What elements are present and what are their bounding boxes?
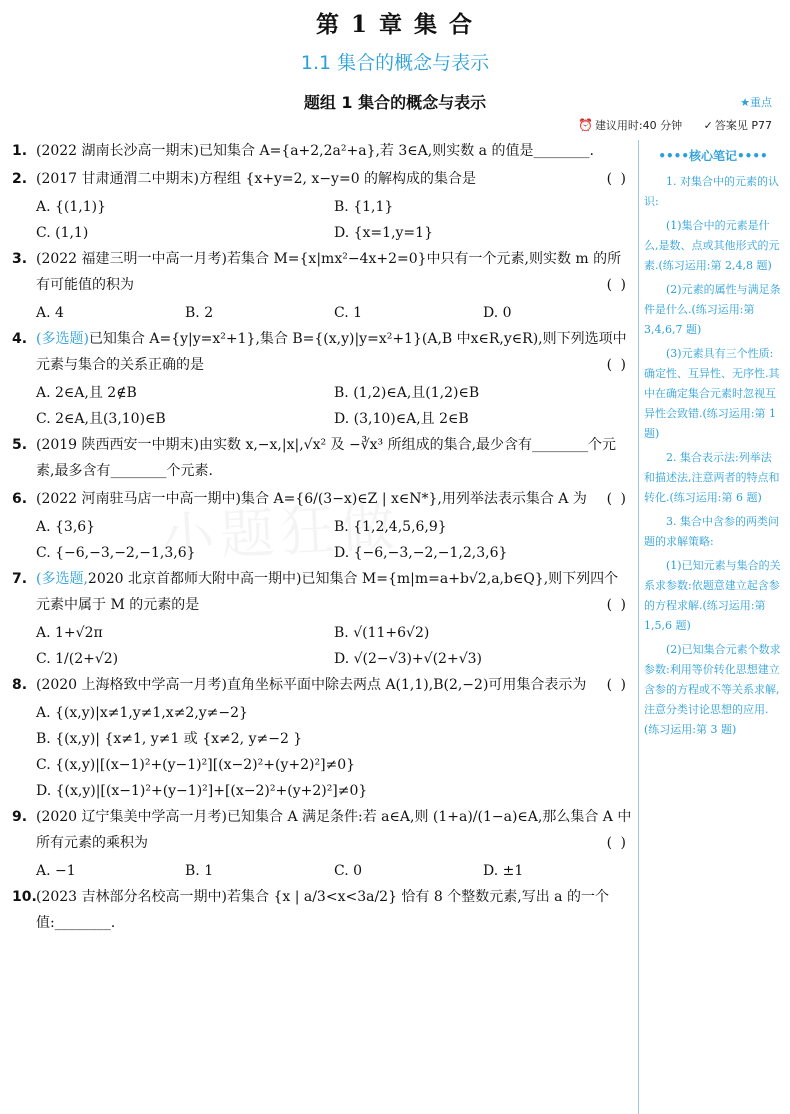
option-a: A. {(1,1)} xyxy=(36,199,107,215)
option-b: B. 1 xyxy=(185,863,214,879)
options-6 xyxy=(12,514,632,566)
question-6 xyxy=(12,486,632,512)
option-d: D. {x=1,y=1} xyxy=(334,225,433,241)
question-number: 6. xyxy=(12,491,28,507)
question-1 xyxy=(12,138,632,164)
note-paragraph: (2)已知集合元素个数求参数:利用等价转化思想建立含参的方程或不等关系求解,注意分类讨论思想的应用.(练习运用:第 3 题) xyxy=(644,643,781,736)
question-text: (2017 甘肃通渭二中期末)方程组 {x+y=2, x−y=0 的解构成的集合是 xyxy=(36,171,477,187)
group-title: 题组 1 集合的概念与表示 xyxy=(303,93,487,112)
sidebar-title: ••••核心笔记•••• xyxy=(658,149,768,163)
option-a: A. {3,6} xyxy=(36,519,96,535)
question-text: (2020 辽宁集美中学高一月考)已知集合 A 满足条件:若 a∈A,则 (1+a)/(1−a)∈A,那么集合 A 中所有元素的乘积为 xyxy=(36,809,632,851)
note-paragraph: 1. 对集合中的元素的认识: xyxy=(644,175,779,208)
options-2 xyxy=(12,194,632,246)
options-7 xyxy=(12,620,632,672)
note-paragraph: (3)元素具有三个性质:确定性、互异性、无序性.其中在确定集合元素时忽视互异性会致错.(练习运用:第 1 题) xyxy=(644,347,780,440)
options-4 xyxy=(12,380,632,432)
option-d: D. (3,10)∈A,且 2∈B xyxy=(334,411,469,427)
question-9 xyxy=(12,804,632,856)
question-2 xyxy=(12,166,632,192)
option-a: A. 4 xyxy=(36,305,64,321)
option-d: D. 0 xyxy=(483,305,512,321)
question-number: 5. xyxy=(12,437,28,453)
answer-bracket: ( ) xyxy=(606,277,628,293)
answer-bracket: ( ) xyxy=(606,597,628,613)
question-number: 1. xyxy=(12,143,28,159)
note-paragraph: 2. 集合表示法:列举法和描述法,注意两者的特点和转化.(练习运用:第 6 题) xyxy=(644,451,780,504)
option-c: C. 1 xyxy=(334,305,363,321)
question-text: (2022 湖南长沙高一期末)已知集合 A={a+2,2a²+a},若 3∈A,则实数 a 的值是________. xyxy=(36,143,594,159)
option-d: D. {(x,y)|[(x−1)²+(y−1)²]+[(x−2)²+(y+2)²]≠0} xyxy=(36,783,368,799)
option-a: A. {(x,y)|x≠1,y≠1,x≠2,y≠−2} xyxy=(36,705,248,721)
option-d: D. {−6,−3,−2,−1,2,3,6} xyxy=(334,545,508,561)
section-title: 1.1 集合的概念与表示 xyxy=(300,52,490,74)
key-tag: ★重点 xyxy=(740,96,772,109)
question-3 xyxy=(12,246,632,298)
answer-ref: 答案见 P77 xyxy=(714,119,772,132)
answer-bracket: ( ) xyxy=(606,171,628,187)
options-8 xyxy=(12,700,632,804)
option-c: C. 1/(2+√2) xyxy=(36,651,119,667)
option-b: B. {(x,y)| {x≠1, y≠1 或 {x≠2, y≠−2 } xyxy=(36,731,303,747)
option-d: D. √(2−√3)+√(2+√3) xyxy=(334,651,482,667)
answer-bracket: ( ) xyxy=(606,357,628,373)
question-number: 4. xyxy=(12,331,28,347)
option-d: D. ±1 xyxy=(483,863,524,879)
chapter-title: 第 1 章 集 合 xyxy=(315,11,475,38)
note-paragraph: (1)集合中的元素是什么,是数、点或其他形式的元素.(练习运用:第 2,4,8 题) xyxy=(644,219,780,272)
question-number: 10. xyxy=(12,889,37,905)
answer-bracket: ( ) xyxy=(606,677,628,693)
option-c: C. {(x,y)|[(x−1)²+(y−1)²][(x−2)²+(y+2)²]≠0} xyxy=(36,757,356,773)
option-b: B. {1,1} xyxy=(334,199,394,215)
option-b: B. 2 xyxy=(185,305,214,321)
question-8 xyxy=(12,672,632,698)
vertical-divider xyxy=(638,140,639,1114)
clock-icon: ⏰ xyxy=(577,118,593,132)
option-b: B. √(11+6√2) xyxy=(334,625,430,641)
question-number: 7. xyxy=(12,571,28,587)
question-tag: (多选题) xyxy=(36,331,89,347)
option-c: C. {−6,−3,−2,−1,3,6} xyxy=(36,545,196,561)
answer-bracket: ( ) xyxy=(606,491,628,507)
option-a: A. 2∈A,且 2∉B xyxy=(36,385,137,401)
note-paragraph: (2)元素的属性与满足条件是什么.(练习运用:第 3,4,6,7 题) xyxy=(644,283,781,336)
question-text: 已知集合 A={y|y=x²+1},集合 B={(x,y)|y=x²+1}(A,B 中x∈R,y∈R),则下列选项中元素与集合的关系正确的是 xyxy=(36,331,627,373)
suggested-time: 建议用时:40 分钟 xyxy=(594,119,683,132)
option-a: A. −1 xyxy=(36,863,76,879)
question-text: (2020 上海格致中学高一月考)直角坐标平面中除去两点 A(1,1),B(2,−2)可用集合表示为 xyxy=(36,677,587,693)
option-c: C. 2∈A,且(3,10)∈B xyxy=(36,411,166,427)
question-number: 2. xyxy=(12,171,28,187)
question-5 xyxy=(12,432,632,484)
question-4 xyxy=(12,326,632,378)
question-number: 3. xyxy=(12,251,28,267)
question-text: 2020 北京首都师大附中高一期中)已知集合 M={m|m=a+b√2,a,b∈Q},则下列四个元素中属于 M 的元素的是 xyxy=(36,571,619,613)
core-notes-sidebar xyxy=(644,146,782,744)
question-text: (2023 吉林部分名校高一期中)若集合 {x | a/3<x<3a/2} 恰有 8 个整数元素,写出 a 的一个值:________. xyxy=(36,889,609,931)
question-text: (2022 河南驻马店一中高一期中)集合 A={6/(3−x)∈Z | x∈N*},用列举法表示集合 A 为 xyxy=(36,491,587,507)
option-b: B. {1,2,4,5,6,9} xyxy=(334,519,447,535)
question-text: (2019 陕西西安一中期末)由实数 x,−x,|x|,√x² 及 −∛x³ 所组成的集合,最少含有________个元素,最多含有________个元素. xyxy=(36,437,617,479)
options-9 xyxy=(12,858,632,884)
question-text: (2022 福建三明一中高一月考)若集合 M={x|mx²−4x+2=0}中只有一个元素,则实数 m 的所有可能值的积为 xyxy=(36,251,622,293)
question-number: 8. xyxy=(12,677,28,693)
question-10 xyxy=(12,884,632,936)
note-paragraph: 3. 集合中含参的两类问题的求解策略: xyxy=(644,515,779,548)
question-7 xyxy=(12,566,632,618)
question-list xyxy=(12,138,632,938)
option-a: A. 1+√2π xyxy=(36,625,103,641)
option-b: B. (1,2)∈A,且(1,2)∈B xyxy=(334,385,480,401)
question-number: 9. xyxy=(12,809,28,825)
meta-line xyxy=(578,117,772,133)
question-tag: (多选题, xyxy=(36,571,88,587)
answer-icon: ✓ xyxy=(703,119,713,132)
options-3 xyxy=(12,300,632,326)
answer-bracket: ( ) xyxy=(606,835,628,851)
note-paragraph: (1)已知元素与集合的关系求参数:依题意建立起含参的方程求解.(练习运用:第 1,5,6 题) xyxy=(644,559,781,632)
option-c: C. (1,1) xyxy=(36,225,89,241)
option-c: C. 0 xyxy=(334,863,363,879)
